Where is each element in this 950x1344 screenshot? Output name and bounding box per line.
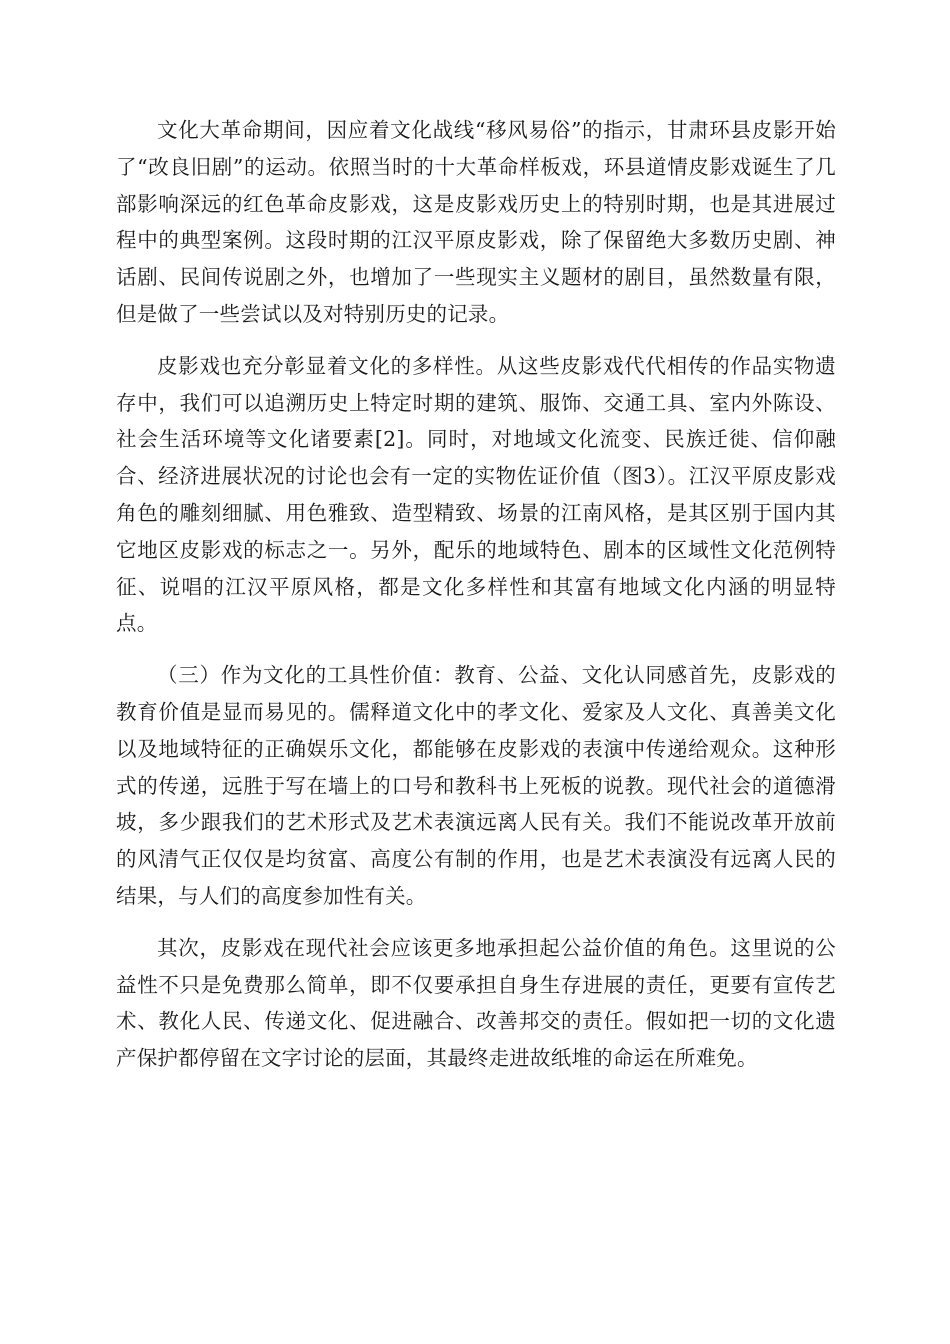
paragraph-1: 文化大革命期间，因应着文化战线“移风易俗”的指示，甘肃环县皮影开始了“改良旧剧”的运动。依照当时的十大革命样板戏，环县道情皮影戏诞生了几部影响深远的红色革命皮影戏，这是皮影戏历史上的特别时期，也是其进展过程中的典型案例。这段时期的江汉平原皮影戏，除了保留绝大多数历史剧、神话剧、民间传说剧之外，也增加了一些现实主义题材的剧目，虽然数量有限，但是做了一些尝试以及对特别历史的记录。 [116,118,836,326]
paragraph-3: （三）作为文化的工具性价值：教育、公益、文化认同感首先，皮影戏的教育价值是显而易见的。儒释道文化中的孝文化、爱家及人文化、真善美文化以及地域特征的正确娱乐文化，都能够在皮影戏的表演中传递给观众。这种形式的传递，远胜于写在墙上的口号和教科书上死板的说教。现代社会的道德滑坡，多少跟我们的艺术形式及艺术表演远离人民有关。我们不能说改革开放前的风清气正仅仅是均贫富、高度公有制的作用，也是艺术表演没有远离人民的结果，与人们的高度参加性有关。 [116,663,836,908]
paragraph-4: 其次，皮影戏在现代社会应该更多地承担起公益价值的角色。这里说的公益性不只是免费那么简单，即不仅要承担自身生存进展的责任，更要有宣传艺术、教化人民、传递文化、促进融合、改善邦交的责任。假如把一切的文化遗产保护都停留在文字讨论的层面，其最终走进故纸堆的命运在所难免。 [116,935,836,1071]
document-body [116,112,836,1077]
paragraph-2: 皮影戏也充分彰显着文化的多样性。从这些皮影戏代代相传的作品实物遗存中，我们可以追溯历史上特定时期的建筑、服饰、交通工具、室内外陈设、社会生活环境等文化诸要素[2]。同时，对地域文化流变、民族迁徙、信仰融合、经济进展状况的讨论也会有一定的实物佐证价值（图3）。江汉平原皮影戏角色的雕刻细腻、用色雅致、造型精致、场景的江南风格，是其区别于国内其它地区皮影戏的标志之一。另外，配乐的地域特色、剧本的区域性文化范例特征、说唱的江汉平原风格，都是文化多样性和其富有地域文化内涵的明显特点。 [116,353,836,636]
